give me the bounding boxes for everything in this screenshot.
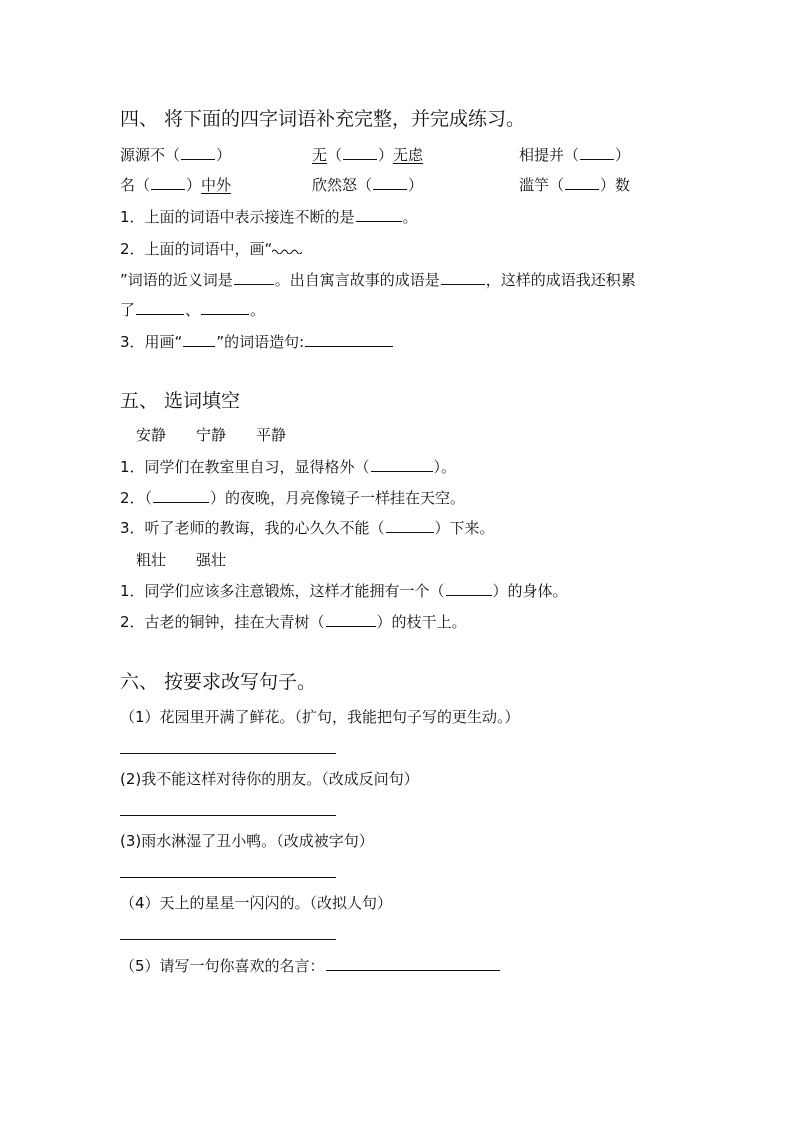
answer-blank[interactable] [201,313,249,315]
wavy-underline-icon [272,246,302,254]
word-group-2: 粗壮 强壮 [136,551,227,569]
fill-sentence-1: 1．同学们在教室里自习，显得格外（ ）。 [120,458,457,476]
fill-sentence-3: 3．听了老师的教诲，我的心久久不能（ ）下来。 [120,519,495,537]
answer-blank[interactable] [326,969,500,971]
question-4-3: 3．用画“ ”的词语造句: [120,331,394,352]
rewrite-item-4: （4）天上的星星一闪闪的。（改拟人句） [120,894,393,912]
answer-line-4[interactable] [120,939,336,940]
fill-sentence-4: 1．同学们应该多注意锻炼，这样才能拥有一个（ ）的身体。 [120,582,568,600]
idiom-blank[interactable] [151,188,185,190]
question-4-2-line-2: ”词语的近义词是 。出自寓言故事的成语是 ，这样的成语我还积累 [120,271,636,289]
rewrite-item-3: (3)雨水淋湿了丑小鸭。（改成被字句） [120,832,374,850]
question-4-1: 1．上面的词语中表示接连不断的是 。 [120,208,418,226]
fill-sentence-5: 2．古老的铜钟，挂在大青树（ ）的枝干上。 [120,613,467,631]
section-4-title: 四、 将下面的四字词语补充完整，并完成练习。 [120,108,526,130]
rewrite-item-5: （5）请写一句你喜欢的名言： [120,955,501,976]
answer-line-3[interactable] [120,877,336,878]
idiom-row-2-col-3: 滥竽（ ）数 [519,176,631,194]
idiom-row-2-col-1: 名（ ）中外 [120,176,232,194]
idiom-row-1-col-2: 无（ ）无虑 [312,146,424,164]
idiom-row-1-col-3: 相提并（ ） [519,146,631,164]
word-group-1: 安静 宁静 平静 [136,426,287,444]
answer-blank[interactable] [326,625,376,627]
question-4-2-line-1: 2．上面的词语中，画“ [120,238,302,259]
idiom-blank[interactable] [373,188,407,190]
idiom-blank[interactable] [580,158,614,160]
idiom-row-1-col-1: 源源不（ ） [120,146,232,164]
section-5-title: 五、 选词填空 [120,390,241,412]
idiom-blank[interactable] [181,158,215,160]
question-4-2-line-3: 了 、 。 [120,301,266,319]
answer-blank[interactable] [446,594,492,596]
idiom-blank[interactable] [565,188,599,190]
fill-sentence-2: 2．（ ）的夜晚，月亮像镜子一样挂在天空。 [120,489,466,507]
answer-blank[interactable] [441,283,485,285]
answer-blank[interactable] [371,470,433,472]
answer-line-1[interactable] [120,753,336,754]
section-6-title: 六、 按要求改写句子。 [120,671,317,693]
answer-line-2[interactable] [120,815,336,816]
answer-blank[interactable] [234,283,274,285]
idiom-row-2-col-2: 欣然怒（ ） [312,176,424,194]
rewrite-item-1: （1）花园里开满了鲜花。（扩句，我能把句子写的更生动。） [120,708,520,726]
idiom-blank[interactable] [343,158,377,160]
answer-blank[interactable] [356,220,402,222]
rewrite-item-2: (2)我不能这样对待你的朋友。（改成反问句） [120,770,419,788]
answer-blank[interactable] [305,345,393,347]
straight-underline-mark [183,345,215,347]
answer-blank[interactable] [136,313,184,315]
answer-blank[interactable] [153,501,209,503]
answer-blank[interactable] [386,531,434,533]
